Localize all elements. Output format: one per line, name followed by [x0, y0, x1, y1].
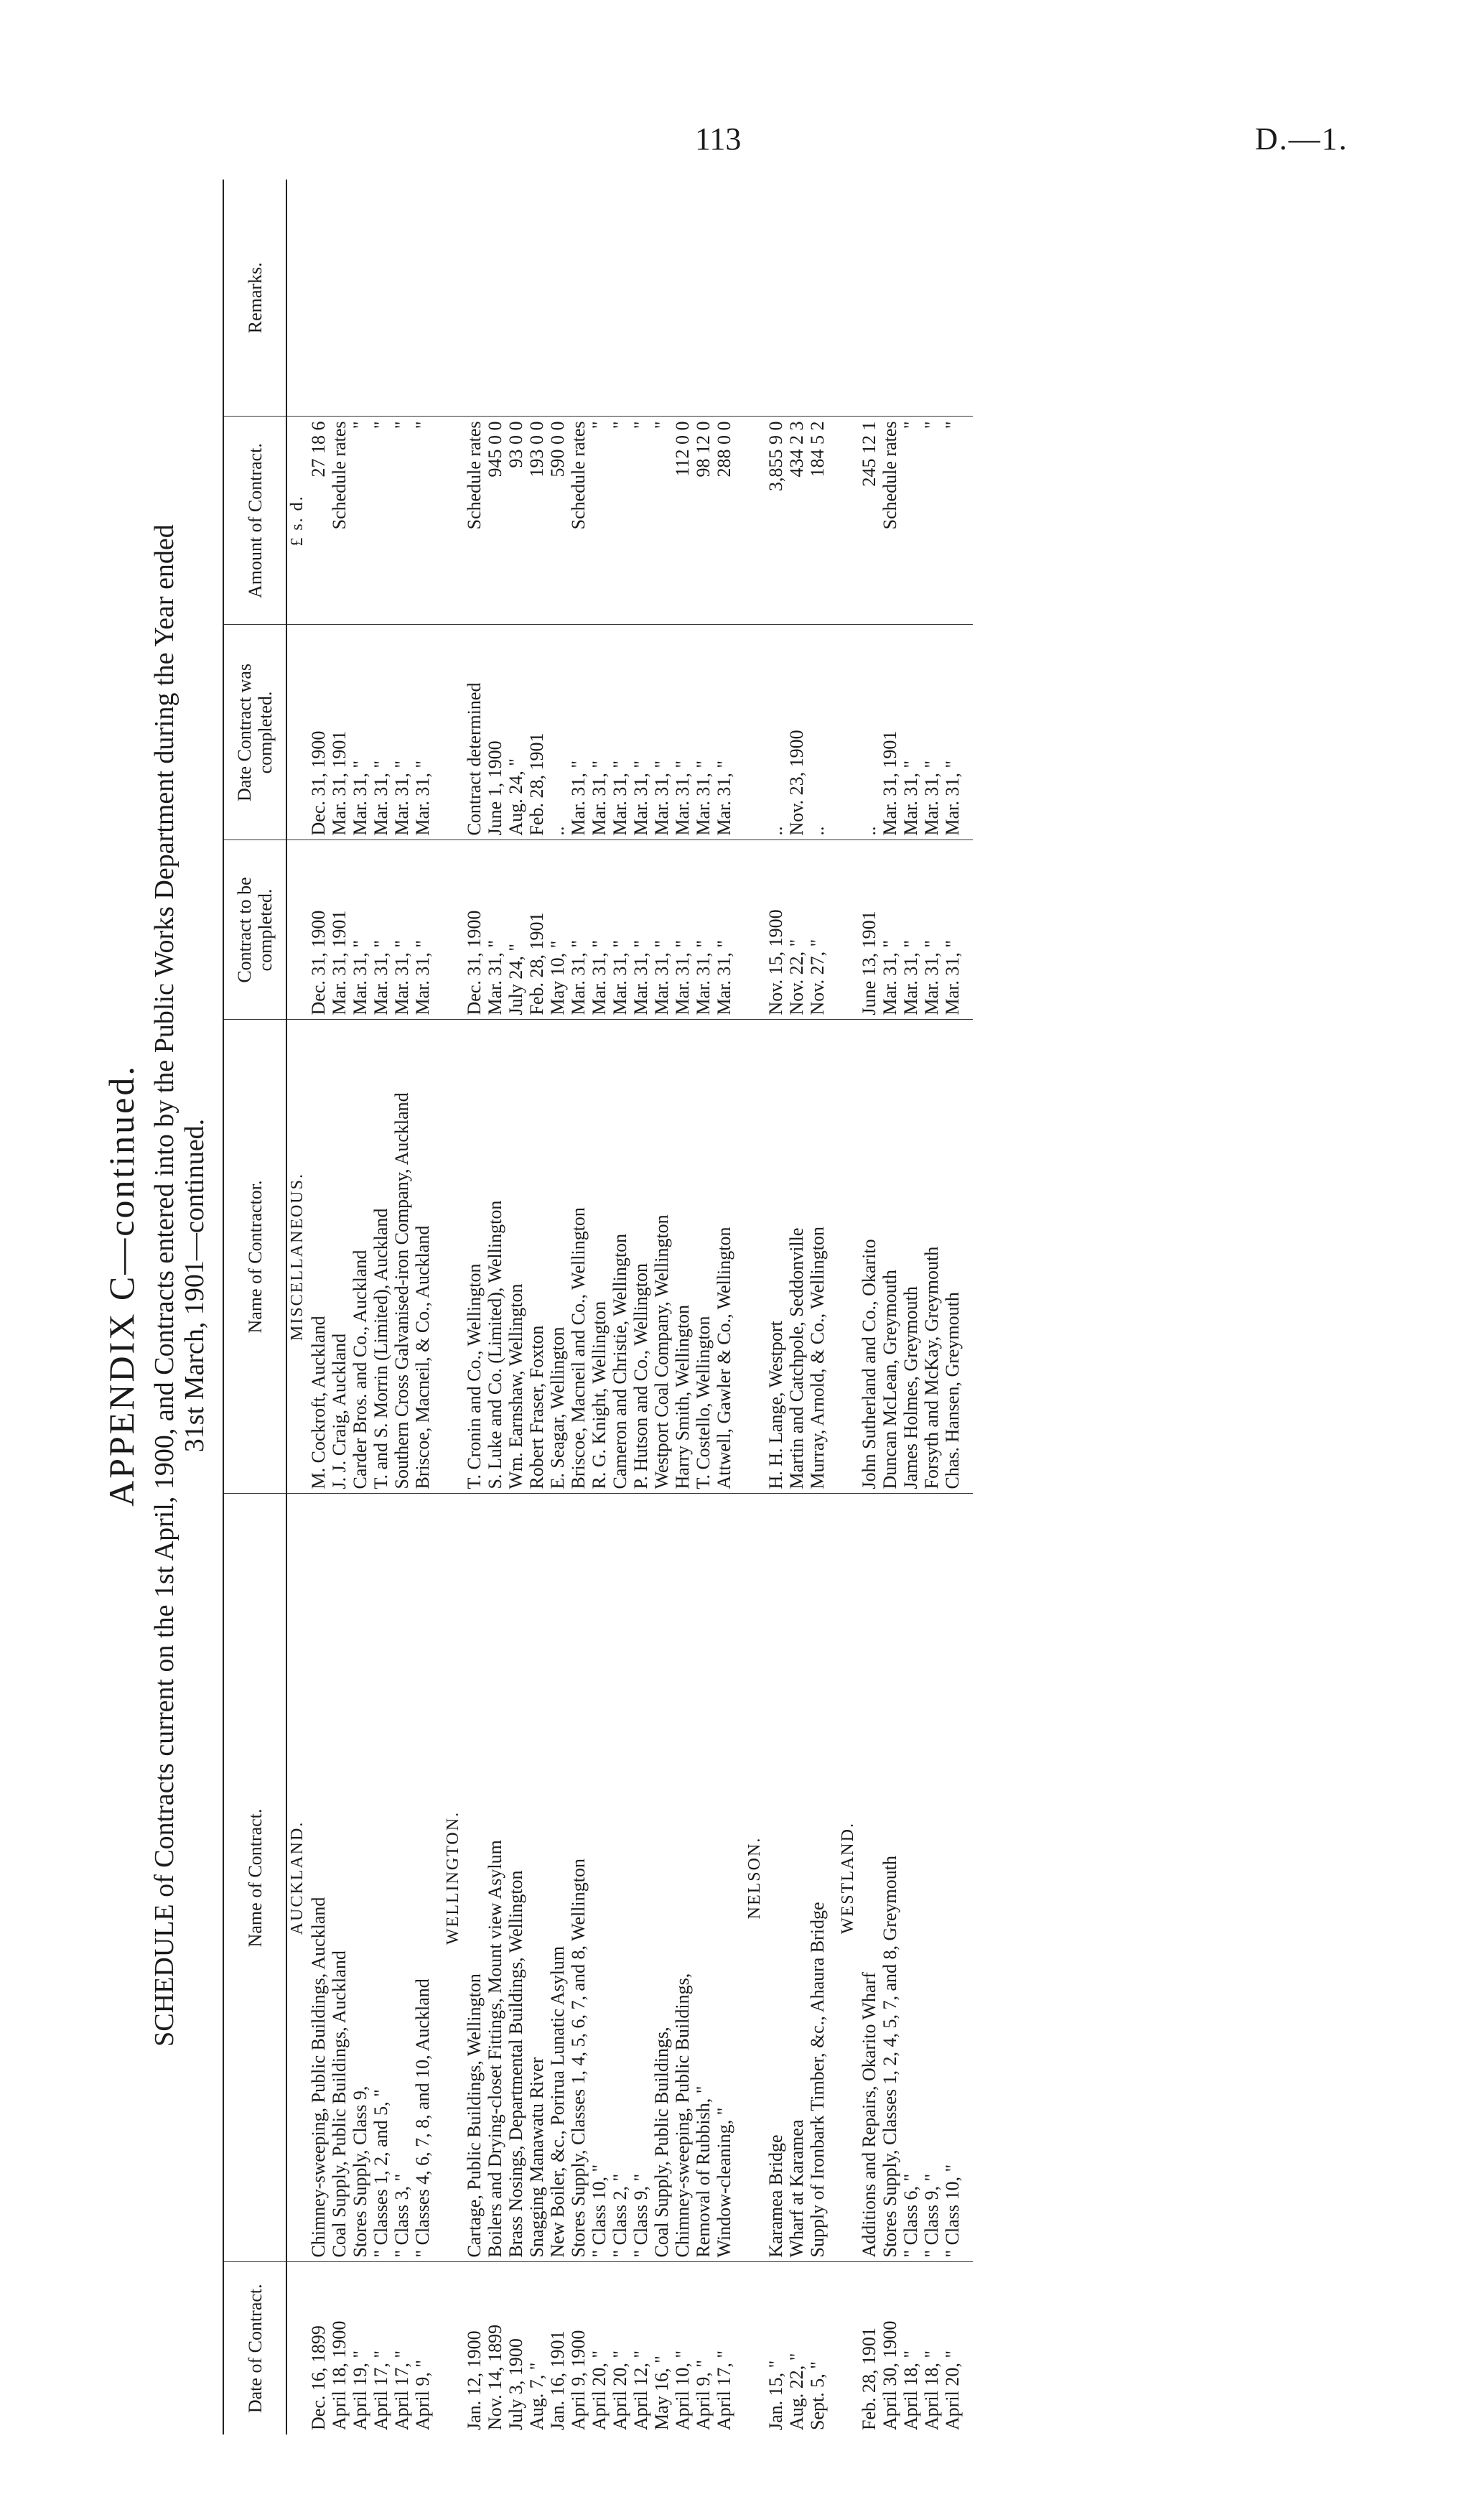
- cell-contract: Chimney-sweeping, Public Buildings, Auckland: [308, 1494, 329, 2262]
- table-row: [630, 180, 651, 2434]
- cell-contractor: Wm. Earnshaw, Wellington: [505, 1020, 526, 1494]
- empty-cell: [838, 417, 859, 625]
- cell-date: April 20, ": [589, 2350, 610, 2430]
- cell-amount: 434 2 3: [786, 417, 807, 625]
- empty-cell: [433, 2262, 443, 2434]
- table-row: [921, 180, 942, 2434]
- cell-contractor: Carder Bros. and Co., Auckland: [350, 1020, 370, 1494]
- col-header: Name of Contract.: [223, 1494, 286, 2262]
- cell-contract: " Class 9, ": [630, 1494, 651, 2262]
- cell-done: Mar. 31, ": [589, 625, 610, 840]
- cell-date: April 9, 1900: [568, 2330, 589, 2430]
- cell-contractor: Briscoe, Macneil, & Co., Auckland: [412, 1020, 433, 1494]
- empty-cell: [828, 1494, 838, 2262]
- table-row: [547, 180, 568, 2434]
- col-header: Amount of Contract.: [223, 417, 286, 625]
- cell-date: April 18, ": [900, 2350, 921, 2430]
- section-heading: NELSON.: [745, 1494, 765, 2262]
- cell-done: Nov. 23, 1900: [786, 625, 807, 840]
- table-row: [329, 180, 350, 2434]
- col-header: Date of Contract.: [223, 2262, 286, 2434]
- cell-done: Mar. 31, ": [942, 625, 963, 840]
- cell-date: Dec. 16, 1899: [308, 2325, 329, 2430]
- cell-contract: Karamea Bridge: [765, 1494, 786, 2262]
- empty-cell: [963, 1494, 973, 2262]
- empty-cell: [963, 840, 973, 1020]
- cell-date: Jan. 15, ": [765, 2360, 786, 2430]
- table-row: [807, 180, 828, 2434]
- empty-cell: [286, 625, 308, 840]
- cell-contract: " Class 2, ": [610, 1494, 630, 2262]
- cell-done: Feb. 28, 1901: [526, 625, 547, 840]
- cell-date: April 12, ": [630, 2350, 651, 2430]
- empty-cell: [734, 1494, 745, 2262]
- cell-contractor: R. G. Knight, Wellington: [589, 1020, 610, 1494]
- cell-contractor: T. Cronin and Co., Wellington: [464, 1020, 485, 1494]
- cell-remarks: [786, 180, 807, 417]
- table-row: [942, 180, 963, 2434]
- cell-date: Nov. 14, 1899: [485, 2324, 505, 2430]
- cell-remarks: [391, 180, 412, 417]
- empty-cell: [734, 1020, 745, 1494]
- cell-contract: " Class 10, ": [942, 1494, 963, 2262]
- cell-contract: " Class 6, ": [900, 1494, 921, 2262]
- table-row: [714, 180, 734, 2434]
- schedule-table: [223, 180, 973, 2434]
- cell-done: Contract determined: [464, 625, 485, 840]
- empty-cell: [745, 625, 765, 840]
- cell-contract: Coal Supply, Public Buildings, Auckland: [329, 1494, 350, 2262]
- table-row: [464, 180, 485, 2434]
- cell-done: Mar. 31, ": [630, 625, 651, 840]
- cell-due: July 24, ": [505, 840, 526, 1020]
- cell-due: Feb. 28, 1901: [526, 840, 547, 1020]
- cell-date: Jan. 12, 1900: [464, 2330, 485, 2430]
- empty-cell: [433, 417, 443, 625]
- cell-contract: Coal Supply, Public Buildings,: [651, 1494, 672, 2262]
- cell-done: ..: [547, 625, 568, 840]
- cell-remarks: [412, 180, 433, 417]
- schedule-subtitle: [149, 136, 210, 2434]
- col-header: Contract to be completed.: [223, 840, 286, 1020]
- cell-contractor: Westport Coal Company, Wellington: [651, 1020, 672, 1494]
- empty-cell: [443, 180, 464, 417]
- cell-contractor: E. Seagar, Wellington: [547, 1020, 568, 1494]
- cell-contractor: Harry Smith, Wellington: [672, 1020, 693, 1494]
- empty-cell: [838, 840, 859, 1020]
- empty-cell: [963, 417, 973, 625]
- cell-done: Mar. 31, ": [350, 625, 370, 840]
- empty-cell: [443, 625, 464, 840]
- cell-amount: ": [651, 417, 672, 625]
- cell-remarks: [807, 180, 828, 417]
- empty-cell: [963, 625, 973, 840]
- section-heading: WESTLAND.: [838, 1494, 859, 2262]
- cell-contract: " Classes 4, 6, 7, 8, and 10, Auckland: [412, 1494, 433, 2262]
- section-heading-row: [838, 180, 859, 2434]
- table-row: [765, 180, 786, 2434]
- cell-done: Mar. 31, 1901: [879, 625, 900, 840]
- cell-contract: Wharf at Karamea: [786, 1494, 807, 2262]
- cell-contractor: John Sutherland and Co., Okarito: [859, 1020, 879, 1494]
- table-row: [412, 180, 433, 2434]
- cell-remarks: [765, 180, 786, 417]
- table-row: [879, 180, 900, 2434]
- empty-cell: [828, 180, 838, 417]
- table-row: [568, 180, 589, 2434]
- cell-contractor: P. Hutson and Co., Wellington: [630, 1020, 651, 1494]
- cell-amount: 245 12 1: [859, 417, 879, 625]
- cell-remarks: [672, 180, 693, 417]
- cell-contract: Stores Supply, Class 9,: [350, 1494, 370, 2262]
- table-row: [651, 180, 672, 2434]
- cell-contractor: M. Cockroft, Auckland: [308, 1020, 329, 1494]
- cell-due: Mar. 31, 1901: [329, 840, 350, 1020]
- cell-amount: ": [391, 417, 412, 625]
- empty-cell: [745, 417, 765, 625]
- cell-contract: Stores Supply, Classes 1, 4, 5, 6, 7, and 8, Wellington: [568, 1494, 589, 2262]
- cell-done: Mar. 31, ": [391, 625, 412, 840]
- cell-remarks: [485, 180, 505, 417]
- cell-done: Mar. 31, ": [714, 625, 734, 840]
- cell-remarks: [505, 180, 526, 417]
- cell-remarks: [610, 180, 630, 417]
- empty-cell: [745, 840, 765, 1020]
- empty-cell: [433, 840, 443, 1020]
- cell-due: Mar. 31, ": [879, 840, 900, 1020]
- cell-remarks: [526, 180, 547, 417]
- cell-contract: Stores Supply, Classes 1, 2, 4, 5, 7, and 8, Greymouth: [879, 1494, 900, 2262]
- cell-amount: 98 12 0: [693, 417, 714, 625]
- cell-done: Mar. 31, ": [900, 625, 921, 840]
- cell-done: Dec. 31, 1900: [308, 625, 329, 840]
- cell-date: April 9, ": [412, 2360, 433, 2430]
- cell-contract: Snagging Manawatu River: [526, 1494, 547, 2262]
- cell-done: Mar. 31, ": [651, 625, 672, 840]
- spacer-row: [734, 180, 745, 2434]
- table-row: [505, 180, 526, 2434]
- currency-heading: £ s. d.: [286, 417, 308, 625]
- cell-remarks: [329, 180, 350, 417]
- cell-contractor: Chas. Hansen, Greymouth: [942, 1020, 963, 1494]
- cell-remarks: [859, 180, 879, 417]
- table-row: [693, 180, 714, 2434]
- header-row: [223, 180, 286, 2434]
- empty-cell: [745, 2262, 765, 2434]
- cell-contract: Window-cleaning, ": [714, 1494, 734, 2262]
- cell-done: June 1, 1900: [485, 625, 505, 840]
- cell-done: Mar. 31, 1901: [329, 625, 350, 840]
- cell-contractor: T. Costello, Wellington: [693, 1020, 714, 1494]
- cell-done: Mar. 31, ": [672, 625, 693, 840]
- table-row: [350, 180, 370, 2434]
- cell-remarks: [942, 180, 963, 417]
- cell-remarks: [464, 180, 485, 417]
- cell-due: Mar. 31, ": [693, 840, 714, 1020]
- cell-date: April 20, ": [942, 2350, 963, 2430]
- cell-contractor: Cameron and Christie, Wellington: [610, 1020, 630, 1494]
- empty-cell: [838, 1020, 859, 1494]
- table-row: [526, 180, 547, 2434]
- cell-date: April 18, ": [921, 2350, 942, 2430]
- appendix-title: APPENDIX C—continued.: [101, 1064, 141, 1507]
- table-row: [308, 180, 329, 2434]
- cell-contractor: T. and S. Morrin (Limited), Auckland: [370, 1020, 391, 1494]
- empty-cell: [433, 1494, 443, 2262]
- cell-contractor: H. H. Lange, Westport: [765, 1020, 786, 1494]
- empty-cell: [963, 1020, 973, 1494]
- cell-done: Mar. 31, ": [412, 625, 433, 840]
- cell-contractor: S. Luke and Co. (Limited), Wellington: [485, 1020, 505, 1494]
- col-header: Date Contract was completed.: [223, 625, 286, 840]
- cell-contract: " Classes 1, 2, and 5, ": [370, 1494, 391, 2262]
- cell-amount: ": [942, 417, 963, 625]
- cell-contractor: Duncan McLean, Greymouth: [879, 1020, 900, 1494]
- section-heading-row: [286, 180, 308, 2434]
- cell-due: Dec. 31, 1900: [308, 840, 329, 1020]
- cell-due: Mar. 31, ": [651, 840, 672, 1020]
- cell-date: April 10, ": [672, 2350, 693, 2430]
- cell-due: Dec. 31, 1900: [464, 840, 485, 1020]
- subtitle-line-2: 31st March, 1901—continued.: [179, 1118, 210, 1453]
- cell-amount: 945 0 0: [485, 417, 505, 625]
- cell-due: Mar. 31, ": [412, 840, 433, 1020]
- table-row: [589, 180, 610, 2434]
- empty-cell: [734, 180, 745, 417]
- empty-cell: [433, 625, 443, 840]
- cell-amount: Schedule rates: [568, 417, 589, 625]
- table-row: [672, 180, 693, 2434]
- cell-due: Mar. 31, ": [900, 840, 921, 1020]
- cell-contractor: Southern Cross Galvanised-iron Company, Auckland: [391, 1020, 412, 1494]
- cell-contract: New Boiler, &c., Porirua Lunatic Asylum: [547, 1494, 568, 2262]
- cell-done: ..: [807, 625, 828, 840]
- cell-remarks: [693, 180, 714, 417]
- cell-remarks: [651, 180, 672, 417]
- cell-date: Aug. 7, ": [526, 2362, 547, 2430]
- cell-contract: Cartage, Public Buildings, Wellington: [464, 1494, 485, 2262]
- table-row: [900, 180, 921, 2434]
- cell-date: April 30, 1900: [879, 2320, 900, 2430]
- empty-cell: [443, 840, 464, 1020]
- cell-due: Mar. 31, ": [672, 840, 693, 1020]
- cell-contract: Brass Nosings, Departmental Buildings, Wellington: [505, 1494, 526, 2262]
- cell-amount: 93 0 0: [505, 417, 526, 625]
- cell-due: Nov. 15, 1900: [765, 840, 786, 1020]
- cell-done: Aug. 24, ": [505, 625, 526, 840]
- empty-cell: [286, 180, 308, 417]
- table-body: [286, 180, 973, 2434]
- cell-contract: Supply of Ironbark Timber, &c., Ahaura Bridge: [807, 1494, 828, 2262]
- empty-cell: [443, 1020, 464, 1494]
- cell-contractor: J. J. Craig, Auckland: [329, 1020, 350, 1494]
- cell-date: Jan. 16, 1901: [547, 2330, 568, 2430]
- empty-cell: [828, 417, 838, 625]
- empty-cell: [745, 1020, 765, 1494]
- empty-cell: [443, 417, 464, 625]
- empty-cell: [286, 840, 308, 1020]
- cell-amount: 3,855 9 0: [765, 417, 786, 625]
- empty-cell: [828, 1020, 838, 1494]
- empty-cell: [828, 840, 838, 1020]
- empty-cell: [734, 417, 745, 625]
- table-row: [485, 180, 505, 2434]
- cell-done: Mar. 31, ": [370, 625, 391, 840]
- cell-date: April 17, ": [370, 2350, 391, 2430]
- cell-remarks: [568, 180, 589, 417]
- cell-date: May 16, ": [651, 2355, 672, 2430]
- cell-remarks: [308, 180, 329, 417]
- cell-amount: 27 18 6: [308, 417, 329, 625]
- subtitle-line-1: SCHEDULE of Contracts current on the 1st April, 1900, and Contracts entered into by the Public Works Department during the Year ended: [149, 524, 179, 2047]
- cell-done: Mar. 31, ": [568, 625, 589, 840]
- cell-amount: ": [630, 417, 651, 625]
- cell-due: June 13, 1901: [859, 840, 879, 1020]
- table-row: [610, 180, 630, 2434]
- cell-amount: ": [589, 417, 610, 625]
- col-header: Remarks.: [223, 180, 286, 417]
- cell-due: Mar. 31, ": [942, 840, 963, 1020]
- category-heading: MISCELLANEOUS.: [286, 1020, 308, 1494]
- cell-contractor: Forsyth and McKay, Greymouth: [921, 1020, 942, 1494]
- cell-remarks: [921, 180, 942, 417]
- cell-date: April 19, ": [350, 2350, 370, 2430]
- cell-amount: Schedule rates: [464, 417, 485, 625]
- cell-amount: 112 0 0: [672, 417, 693, 625]
- cell-contract: " Class 9, ": [921, 1494, 942, 2262]
- cell-amount: 184 5 2: [807, 417, 828, 625]
- cell-remarks: [630, 180, 651, 417]
- cell-date: April 9, ": [693, 2360, 714, 2430]
- cell-remarks: [370, 180, 391, 417]
- cell-due: Mar. 31, ": [921, 840, 942, 1020]
- cell-contractor: Briscoe, Macneil and Co., Wellington: [568, 1020, 589, 1494]
- cell-done: ..: [765, 625, 786, 840]
- cell-amount: ": [610, 417, 630, 625]
- empty-cell: [963, 2262, 973, 2434]
- spacer-row: [433, 180, 443, 2434]
- document-reference: D.—1.: [1255, 121, 1348, 157]
- table-row: [859, 180, 879, 2434]
- cell-due: Mar. 31, ": [370, 840, 391, 1020]
- cell-amount: 193 0 0: [526, 417, 547, 625]
- cell-contractor: James Holmes, Greymouth: [900, 1020, 921, 1494]
- empty-cell: [963, 180, 973, 417]
- cell-remarks: [900, 180, 921, 417]
- section-heading: WELLINGTON.: [443, 1494, 464, 2262]
- empty-cell: [838, 625, 859, 840]
- cell-due: May 10, ": [547, 840, 568, 1020]
- cell-done: Mar. 31, ": [921, 625, 942, 840]
- cell-due: Mar. 31, ": [714, 840, 734, 1020]
- empty-cell: [734, 625, 745, 840]
- empty-cell: [443, 2262, 464, 2434]
- empty-cell: [838, 180, 859, 417]
- cell-contractor: Robert Fraser, Foxton: [526, 1020, 547, 1494]
- table-row: [786, 180, 807, 2434]
- cell-contract: Chimney-sweeping, Public Buildings,: [672, 1494, 693, 2262]
- cell-contractor: Attwell, Gawler & Co., Wellington: [714, 1020, 734, 1494]
- cell-amount: 590 0 0: [547, 417, 568, 625]
- cell-due: Mar. 31, ": [568, 840, 589, 1020]
- cell-amount: ": [350, 417, 370, 625]
- cell-amount: Schedule rates: [879, 417, 900, 625]
- empty-cell: [433, 180, 443, 417]
- cell-due: Mar. 31, ": [589, 840, 610, 1020]
- empty-cell: [828, 2262, 838, 2434]
- spacer-row: [963, 180, 973, 2434]
- cell-due: Mar. 31, ": [391, 840, 412, 1020]
- cell-remarks: [879, 180, 900, 417]
- cell-amount: 288 0 0: [714, 417, 734, 625]
- cell-date: July 3, 1900: [505, 2338, 526, 2430]
- cell-remarks: [714, 180, 734, 417]
- cell-remarks: [589, 180, 610, 417]
- empty-cell: [838, 2262, 859, 2434]
- cell-due: Mar. 31, ": [485, 840, 505, 1020]
- cell-contract: Boilers and Drying-closet Fittings, Mount view Asylum: [485, 1494, 505, 2262]
- cell-amount: ": [921, 417, 942, 625]
- cell-date: April 17, ": [391, 2350, 412, 2430]
- cell-contractor: Murray, Arnold, & Co., Wellington: [807, 1020, 828, 1494]
- empty-cell: [433, 1020, 443, 1494]
- cell-date: Feb. 28, 1901: [859, 2327, 879, 2430]
- cell-contract: Additions and Repairs, Okarito Wharf: [859, 1494, 879, 2262]
- cell-done: ..: [859, 625, 879, 840]
- rotated-schedule: [101, 136, 1364, 2434]
- empty-cell: [286, 2262, 308, 2434]
- cell-remarks: [350, 180, 370, 417]
- cell-due: Mar. 31, ": [350, 840, 370, 1020]
- cell-date: April 17, ": [714, 2350, 734, 2430]
- table-row: [370, 180, 391, 2434]
- cell-amount: Schedule rates: [329, 417, 350, 625]
- section-heading-row: [745, 180, 765, 2434]
- cell-amount: ": [412, 417, 433, 625]
- cell-remarks: [547, 180, 568, 417]
- empty-cell: [734, 840, 745, 1020]
- cell-date: April 20, ": [610, 2350, 630, 2430]
- cell-contractor: Martin and Catchpole, Seddonville: [786, 1020, 807, 1494]
- spacer-row: [828, 180, 838, 2434]
- cell-done: Mar. 31, ": [693, 625, 714, 840]
- cell-date: Sept. 5, ": [807, 2361, 828, 2430]
- cell-due: Nov. 27, ": [807, 840, 828, 1020]
- cell-amount: ": [370, 417, 391, 625]
- cell-amount: ": [900, 417, 921, 625]
- cell-contract: " Class 10, ": [589, 1494, 610, 2262]
- cell-date: April 18, 1900: [329, 2320, 350, 2430]
- section-heading-row: [443, 180, 464, 2434]
- cell-contract: Removal of Rubbish, ": [693, 1494, 714, 2262]
- cell-due: Nov. 22, ": [786, 840, 807, 1020]
- col-header: Name of Contractor.: [223, 1020, 286, 1494]
- page-number: 113: [695, 121, 742, 157]
- empty-cell: [828, 625, 838, 840]
- cell-contract: " Class 3, ": [391, 1494, 412, 2262]
- empty-cell: [745, 180, 765, 417]
- cell-done: Mar. 31, ": [610, 625, 630, 840]
- cell-due: Mar. 31, ": [630, 840, 651, 1020]
- empty-cell: [734, 2262, 745, 2434]
- section-heading: AUCKLAND.: [286, 1494, 308, 2262]
- table-row: [391, 180, 412, 2434]
- cell-date: Aug. 22, ": [786, 2353, 807, 2430]
- cell-due: Mar. 31, ": [610, 840, 630, 1020]
